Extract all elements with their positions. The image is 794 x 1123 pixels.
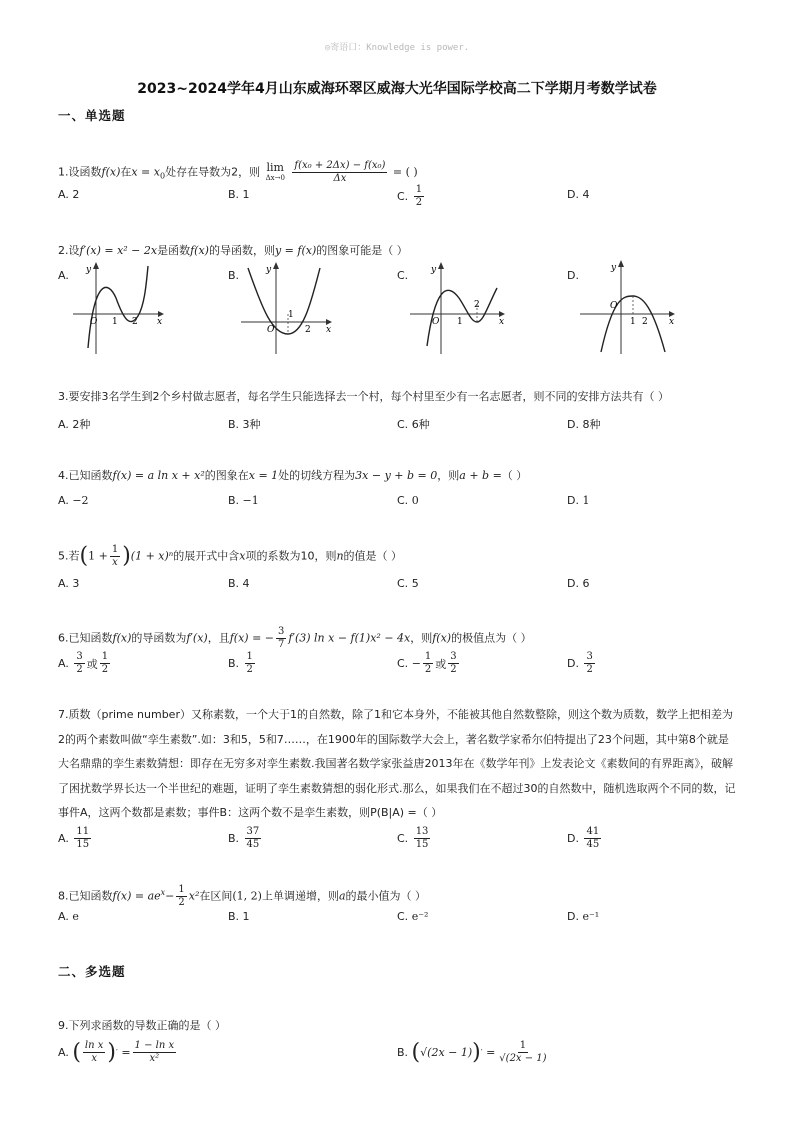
q1-lim: lim Δx→0 bbox=[265, 160, 285, 182]
q2-graph-a[interactable] bbox=[68, 258, 178, 358]
q3-option-d[interactable]: D. 8种 bbox=[567, 417, 601, 431]
q5-option-c[interactable]: C. 5 bbox=[397, 577, 419, 590]
q6-option-c[interactable]: C. − $\frac{1}{2}$ 或 $\frac{3}{2}$ bbox=[397, 651, 457, 675]
question-2: 2.设f′(x) = x² − 2x是函数f(x)的导函数，则y = f(x)的图象可能是（ ） bbox=[58, 244, 408, 257]
q9-option-b[interactable]: B. ( √(2x − 1) ) ′ = $\frac{1}{√(2x - 1)}$ bbox=[397, 1039, 547, 1065]
q2-option-b-label[interactable]: B. bbox=[228, 269, 240, 282]
q8-option-d[interactable]: D. e⁻¹ bbox=[567, 910, 600, 923]
q1-tail: = ( ) bbox=[392, 165, 418, 179]
q6-option-d[interactable]: D. $\frac{3}{2}$ bbox=[567, 651, 593, 675]
question-4: 4.已知函数f(x) = a ln x + x²的图象在x = 1处的切线方程为3x − y + b = 0，则a + b =（ ） bbox=[58, 469, 528, 482]
q8-option-c[interactable]: C. e⁻² bbox=[397, 910, 429, 923]
q2-option-d-label[interactable]: D. bbox=[567, 269, 579, 282]
svg-text:O: O bbox=[267, 325, 275, 335]
q2-graph-d[interactable] bbox=[577, 258, 687, 358]
q1-sub: 0 bbox=[159, 171, 166, 181]
q1-cond: x = x bbox=[131, 165, 160, 179]
svg-text:O: O bbox=[90, 317, 98, 327]
q5-option-d[interactable]: D. 6 bbox=[567, 577, 590, 590]
q6-option-a[interactable]: A. $\frac{3}{2}$ 或 $\frac{1}{2}$ bbox=[58, 651, 109, 675]
svg-text:y: y bbox=[266, 265, 272, 275]
svg-text:2: 2 bbox=[474, 300, 480, 310]
q8-options bbox=[58, 910, 758, 942]
svg-text:x: x bbox=[499, 317, 505, 327]
q1-options bbox=[58, 184, 758, 220]
watermark: ◎寄语口：Knowledge is power. bbox=[324, 43, 470, 53]
svg-text:x: x bbox=[669, 317, 675, 327]
q3-option-a[interactable]: A. 2种 bbox=[58, 417, 91, 431]
q4-option-d[interactable]: D. 1 bbox=[567, 494, 590, 507]
q6-option-b[interactable]: B. $\frac{1}{2}$ bbox=[228, 651, 253, 675]
svg-text:O: O bbox=[432, 317, 440, 327]
q1-option-a[interactable]: A. 2 bbox=[58, 188, 80, 201]
q7-option-c[interactable]: C. $\frac{13}{15}$ bbox=[397, 826, 429, 850]
q4-option-c[interactable]: C. 0 bbox=[397, 494, 419, 507]
q2-graph-b[interactable] bbox=[238, 258, 348, 358]
q1-option-b[interactable]: B. 1 bbox=[228, 188, 250, 201]
question-1 bbox=[58, 160, 418, 185]
q1-option-d[interactable]: D. 4 bbox=[567, 188, 590, 201]
svg-text:2: 2 bbox=[305, 325, 311, 335]
q4-option-a[interactable]: A. −2 bbox=[58, 494, 89, 507]
svg-text:y: y bbox=[431, 265, 437, 275]
svg-text:x: x bbox=[326, 325, 332, 335]
svg-text:y: y bbox=[611, 263, 617, 273]
q7-option-a[interactable]: A. $\frac{11}{15}$ bbox=[58, 826, 90, 850]
question-7: 7.质数（prime number）又称素数，一个大于1的自然数，除了1和它本身外，不能被其他自然数整除，则这个数为质数，数学上把相差为2的两个素数叫做“孪生素数”.如：3和5，5和7……，在1900年的国际数学大会上，著名数学家希尔伯特提出了23个问题，其中第8个就是大名鼎鼎的孪生素数猜想：即存在无穷多对孪生素数.我国著名数学家张益唐2013年在《数学年刊》上发表论文《素数间的有界距离》，破解了困扰数学界长达一个半世纪的难题，证明了孪生素数猜想的弱化形式.那么，如果我们在不超过30的自然数中，随机选取两个不同的数，记事件A，这两个数都是素数；事件B：这两个数不是孪生素数，则P(B|A) =（ ） bbox=[58, 708, 736, 819]
q3-options bbox=[58, 416, 758, 448]
question-9: 9.下列求函数的导数正确的是（ ） bbox=[58, 1019, 226, 1032]
q4-options bbox=[58, 494, 758, 526]
svg-text:2: 2 bbox=[132, 317, 138, 327]
svg-text:2: 2 bbox=[642, 317, 648, 327]
q1-option-c[interactable]: C. $\frac{1}{2}$ bbox=[397, 184, 423, 208]
svg-text:1: 1 bbox=[457, 317, 463, 327]
q7-option-b[interactable]: B. $\frac{37}{45}$ bbox=[228, 826, 260, 850]
section-multiple-choice: 二、多选题 bbox=[58, 964, 126, 979]
question-3: 3.要安排3名学生到2个乡村做志愿者，每名学生只能选择去一个村，每个村里至少有一名志愿者，则不同的安排方法共有（ ） bbox=[58, 390, 669, 403]
q1-fx: f(x) bbox=[101, 165, 121, 179]
question-6: 6.已知函数f(x)的导函数为f′(x)，且f(x) = − $\frac{3}{7}$ f′(3) ln x − f(1)x² − 4x，则f(x)的极值点为（ ） bbox=[58, 626, 532, 650]
q1-text: 1.设函数 bbox=[58, 165, 102, 179]
q7-option-d[interactable]: D. $\frac{41}{45}$ bbox=[567, 826, 600, 850]
svg-text:y: y bbox=[86, 265, 92, 275]
svg-text:1: 1 bbox=[630, 317, 636, 327]
q5-options bbox=[58, 577, 758, 609]
svg-text:1: 1 bbox=[112, 317, 118, 327]
q8-option-a[interactable]: A. e bbox=[58, 910, 79, 923]
q5-option-b[interactable]: B. 4 bbox=[228, 577, 250, 590]
q1-mid: 在 bbox=[120, 165, 132, 179]
question-5: 5.若(1 + $\frac{1}{x}$ )(1 + x)ⁿ的展开式中含x项的系数为10，则n的值是（ ） bbox=[58, 543, 403, 569]
svg-text:1: 1 bbox=[288, 310, 294, 320]
q2-graph-c[interactable] bbox=[407, 258, 517, 358]
q9-option-a[interactable]: A. ( $\frac{\text{ln x}}{x}$ ) ′ = $\frac{\text{1 − ln x}}{\text{x²}}$ bbox=[58, 1039, 175, 1065]
q8-option-b[interactable]: B. 1 bbox=[228, 910, 250, 923]
svg-text:x: x bbox=[157, 317, 163, 327]
question-8: 8.已知函数$f(x) = ae^x-$ $\frac{1}{2}$ x²在区间(1, 2)上单调递增，则a的最小值为（ ） bbox=[58, 884, 427, 908]
q9-options bbox=[58, 1040, 758, 1074]
q1-fraction: $\frac{\text{f(x₀ + 2Δx) − f(x₀)}}{\Delta x}$ bbox=[294, 160, 386, 184]
q6-options bbox=[58, 651, 758, 683]
q2-option-c-label[interactable]: C. bbox=[397, 269, 409, 282]
q4-option-b[interactable]: B. −1 bbox=[228, 494, 259, 507]
q5-option-a[interactable]: A. 3 bbox=[58, 577, 80, 590]
q3-option-c[interactable]: C. 6种 bbox=[397, 417, 430, 431]
q2-option-a-label[interactable]: A. bbox=[58, 269, 69, 282]
section-single-choice: 一、单选题 bbox=[58, 108, 126, 123]
svg-text:O: O bbox=[610, 301, 618, 311]
q1-post: 处存在导数为2，则 bbox=[165, 165, 261, 179]
q3-option-b[interactable]: B. 3种 bbox=[228, 417, 261, 431]
page-title: 2023~2024学年4月山东威海环翠区威海大光华国际学校高二下学期月考数学试卷 bbox=[137, 81, 657, 97]
q7-options bbox=[58, 826, 758, 858]
